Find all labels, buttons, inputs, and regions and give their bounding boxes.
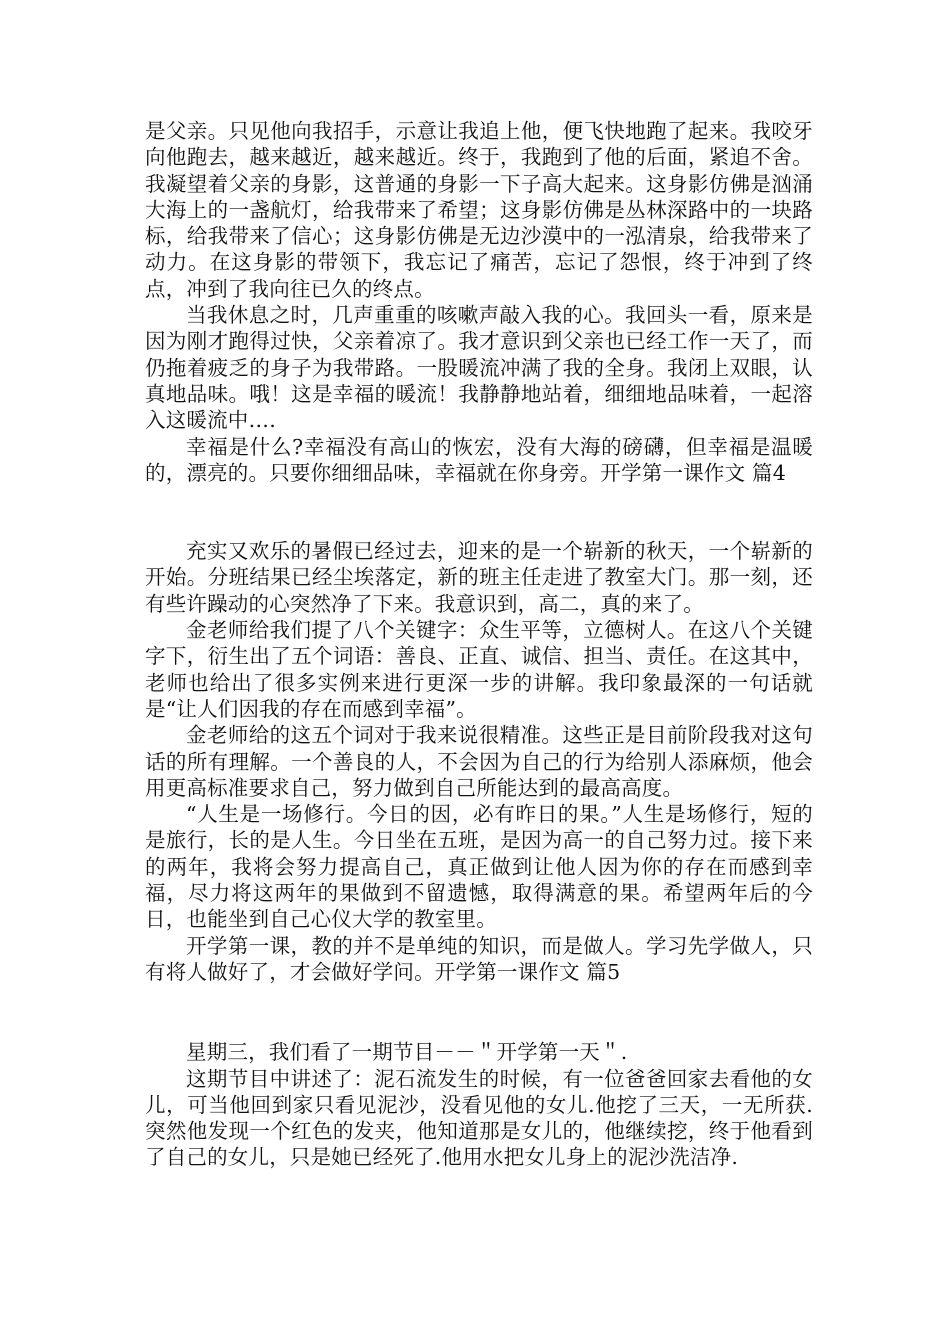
paragraph-father-silhouette: 是父亲。只见他向我招手，示意让我追上他，便飞快地跑了起来。我咬牙向他跑去，越来越近，越来越近。终于，我跑到了他的后面，紧追不舍。我凝望着父亲的身影，这普通的身影一下子高大起来。这身影仿佛是汹涌大海上的一盏航灯，给我带来了希望；这身影仿佛是丛林深路中的一块路标，给我带来了信心；这身影仿佛是无边沙漠中的一泓清泉，给我带来了动力。在这身影的带领下，我忘记了痛苦，忘记了怨恨，终于冲到了终点，冲到了我向往已久的终点。 xyxy=(145,119,813,301)
paragraph-cough-warmth: 当我休息之时，几声重重的咳嗽声敲入我的心。我回头一看，原来是因为刚才跑得过快，父亲着凉了。我才意识到父亲也已经工作一天了，而仍拖着疲乏的身子为我带路。一股暖流冲满了我的全身。我闭上双眼，认真地品味。哦！这是幸福的暖流！我静静地站着，细细地品味着，一起溶入这暖流中…. xyxy=(145,303,813,433)
paragraph-mudslide-story: 这期节目中讲述了：泥石流发生的时候，有一位爸爸回家去看他的女儿，可当他回到家只看见泥沙，没看见他的女儿.他挖了三天，一无所获.突然他发现一个红色的发夹，他知道那是女儿的，他继续挖，终于他看到了自己的女儿，只是她已经死了.他用水把女儿身上的泥沙洗洁净. xyxy=(145,1066,813,1170)
section-spacer xyxy=(145,985,813,1039)
paragraph-first-lesson: 开学第一课，教的并不是单纯的知识，而是做人。学习先学做人，只有将人做好了，才会做好学问。开学第一课作文 篇5 xyxy=(145,933,813,984)
paragraph-wednesday-program: 星期三，我们看了一期节目－－＂开学第一天＂. xyxy=(186,1040,628,1065)
section-spacer xyxy=(145,486,813,538)
document-page xyxy=(145,118,813,1171)
paragraph-new-semester: 充实又欢乐的暑假已经过去，迎来的是一个崭新的秋天，一个崭新的开始。分班结果已经尘埃落定，新的班主任走进了教室大门。那一刻，还有些许躁动的心突然净了下来。我意识到，高二，真的来了。 xyxy=(145,539,813,616)
paragraph-life-practice: “人生是一场修行。今日的因，必有昨日的果。”人生是场修行，短的是旅行，长的是人生。今日坐在五班，是因为高一的自己努力过。接下来的两年，我将会努力提高自己，真正做到让他人因为你的存在而感到幸福，尽力将这两年的果做到不留遗憾，取得满意的果。希望两年后的今日，也能坐到自己心仪大学的教室里。 xyxy=(145,802,813,932)
paragraph-what-is-happiness: 幸福是什么?幸福没有高山的恢宏，没有大海的磅礴，但幸福是温暖的，漂亮的。只要你细细品味，幸福就在你身旁。开学第一课作文 篇4 xyxy=(145,434,813,485)
paragraph-five-words: 金老师给的这五个词对于我来说很精准。这些正是目前阶段我对这句话的所有理解。一个善良的人，不会因为自己的行为给别人添麻烦，他会用更高标准要求自己，努力做到自己所能达到的最高高度。 xyxy=(145,723,813,800)
paragraph-eight-keywords: 金老师给我们提了八个关键字：众生平等，立德树人。在这八个关键字下，衍生出了五个词语：善良、正直、诚信、担当、责任。在这其中，老师也给出了很多实例来进行更深一步的讲解。我印象最深的一句话就是“让人们因我的存在而感到幸福”。 xyxy=(145,618,813,721)
